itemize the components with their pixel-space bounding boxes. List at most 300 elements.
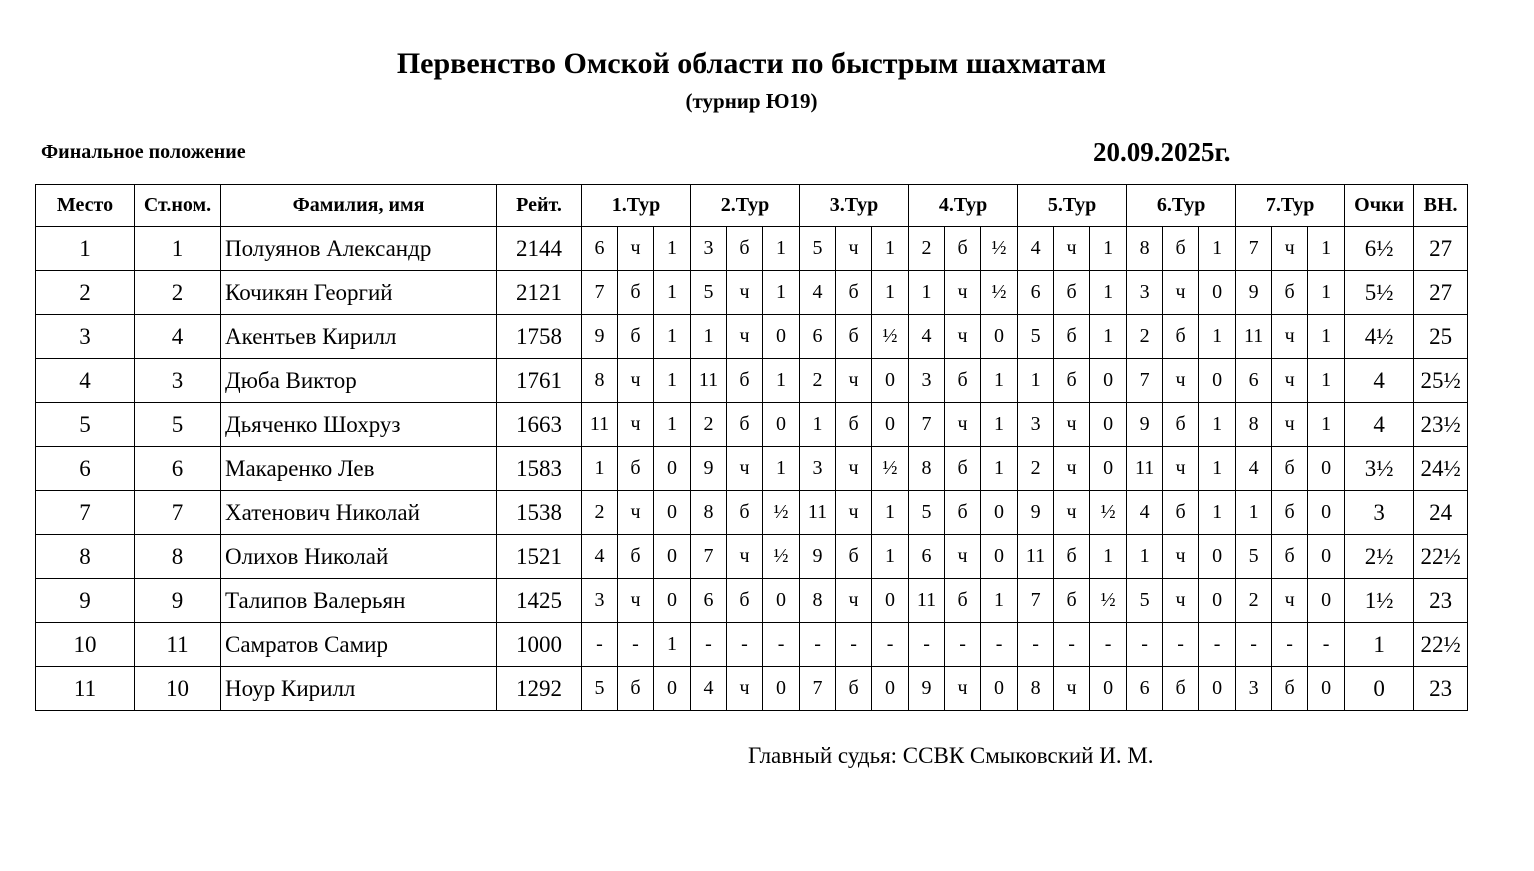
round-opponent-cell: 11	[800, 491, 836, 535]
header-round-7: 7.Тур	[1236, 185, 1345, 227]
round-result-cell: 1	[1199, 403, 1236, 447]
points-cell: 6½	[1345, 227, 1414, 271]
round-opponent-cell: 7	[582, 271, 618, 315]
round-result-cell: 1	[872, 535, 909, 579]
round-color-cell: ч	[618, 491, 654, 535]
place-cell: 4	[36, 359, 135, 403]
round-opponent-cell: 7	[1127, 359, 1163, 403]
round-opponent-cell: 8	[1236, 403, 1272, 447]
round-result-cell: 0	[654, 491, 691, 535]
round-opponent-cell: 5	[800, 227, 836, 271]
round-opponent-cell: 2	[909, 227, 945, 271]
place-cell: 1	[36, 227, 135, 271]
round-result-cell: 1	[654, 315, 691, 359]
round-color-cell: б	[1054, 579, 1090, 623]
buchholz-cell: 23½	[1414, 403, 1468, 447]
round-opponent-cell: 1	[582, 447, 618, 491]
round-opponent-cell: 3	[800, 447, 836, 491]
header-place: Место	[36, 185, 135, 227]
round-result-cell: 0	[872, 667, 909, 711]
round-color-cell: ч	[1163, 579, 1199, 623]
round-result-cell: 0	[763, 667, 800, 711]
round-opponent-cell: 7	[1018, 579, 1054, 623]
table-row	[36, 579, 1468, 623]
header-round-6: 6.Тур	[1127, 185, 1236, 227]
place-cell: 2	[36, 271, 135, 315]
rating-cell: 1583	[497, 447, 582, 491]
round-color-cell: б	[618, 447, 654, 491]
round-color-cell: ч	[1163, 447, 1199, 491]
round-color-cell: б	[1163, 403, 1199, 447]
round-opponent-cell: 7	[909, 403, 945, 447]
round-color-cell: ч	[1272, 579, 1308, 623]
round-color-cell: б	[836, 535, 872, 579]
round-result-cell: 1	[981, 403, 1018, 447]
header-round-5: 5.Тур	[1018, 185, 1127, 227]
buchholz-cell: 22½	[1414, 623, 1468, 667]
buchholz-cell: 24	[1414, 491, 1468, 535]
round-color-cell: б	[1272, 491, 1308, 535]
buchholz-cell: 24½	[1414, 447, 1468, 491]
round-result-cell: 1	[654, 403, 691, 447]
points-cell: 4	[1345, 403, 1414, 447]
round-color-cell: б	[727, 227, 763, 271]
round-result-cell: 1	[1090, 535, 1127, 579]
round-color-cell: -	[945, 623, 981, 667]
round-opponent-cell: 1	[1018, 359, 1054, 403]
player-name-cell: Кочикян Георгий	[221, 271, 497, 315]
round-opponent-cell: 11	[691, 359, 727, 403]
round-color-cell: ч	[727, 315, 763, 359]
points-cell: 1½	[1345, 579, 1414, 623]
round-color-cell: ч	[618, 359, 654, 403]
round-color-cell: -	[1163, 623, 1199, 667]
round-color-cell: б	[1054, 359, 1090, 403]
round-color-cell: б	[836, 271, 872, 315]
round-result-cell: -	[872, 623, 909, 667]
round-result-cell: 0	[1199, 271, 1236, 315]
round-color-cell: б	[727, 579, 763, 623]
buchholz-cell: 25	[1414, 315, 1468, 359]
table-row	[36, 227, 1468, 271]
round-result-cell: 0	[1308, 535, 1345, 579]
round-opponent-cell: 9	[1127, 403, 1163, 447]
round-result-cell: 1	[763, 447, 800, 491]
place-cell: 6	[36, 447, 135, 491]
round-opponent-cell: -	[1018, 623, 1054, 667]
round-color-cell: ч	[1163, 535, 1199, 579]
round-opponent-cell: 5	[1236, 535, 1272, 579]
round-result-cell: ½	[763, 535, 800, 579]
rating-cell: 1758	[497, 315, 582, 359]
round-opponent-cell: 6	[582, 227, 618, 271]
round-color-cell: б	[1272, 535, 1308, 579]
round-opponent-cell: 6	[909, 535, 945, 579]
round-opponent-cell: 4	[1236, 447, 1272, 491]
round-result-cell: 1	[981, 447, 1018, 491]
round-opponent-cell: 1	[909, 271, 945, 315]
round-result-cell: 1	[1199, 447, 1236, 491]
round-result-cell: 0	[872, 359, 909, 403]
round-result-cell: 1	[1090, 227, 1127, 271]
points-cell: 4	[1345, 359, 1414, 403]
round-opponent-cell: 9	[909, 667, 945, 711]
round-opponent-cell: 9	[800, 535, 836, 579]
round-result-cell: ½	[981, 227, 1018, 271]
round-result-cell: 1	[654, 271, 691, 315]
round-color-cell: б	[1272, 667, 1308, 711]
round-color-cell: б	[945, 447, 981, 491]
round-opponent-cell: 6	[1018, 271, 1054, 315]
round-opponent-cell: 1	[691, 315, 727, 359]
tournament-date: 20.09.2025г.	[1093, 137, 1231, 167]
table-row	[36, 491, 1468, 535]
round-opponent-cell: 6	[1236, 359, 1272, 403]
round-color-cell: ч	[1163, 271, 1199, 315]
header-points: Очки	[1345, 185, 1414, 227]
buchholz-cell: 27	[1414, 227, 1468, 271]
place-cell: 7	[36, 491, 135, 535]
round-opponent-cell: 6	[800, 315, 836, 359]
header-round-2: 2.Тур	[691, 185, 800, 227]
buchholz-cell: 27	[1414, 271, 1468, 315]
start-number-cell: 6	[135, 447, 221, 491]
round-color-cell: б	[836, 403, 872, 447]
round-opponent-cell: 3	[1127, 271, 1163, 315]
round-color-cell: б	[1163, 667, 1199, 711]
round-result-cell: 1	[763, 271, 800, 315]
points-cell: 2½	[1345, 535, 1414, 579]
round-result-cell: -	[763, 623, 800, 667]
table-row	[36, 535, 1468, 579]
table-row	[36, 623, 1468, 667]
round-color-cell: ч	[836, 491, 872, 535]
points-cell: 1	[1345, 623, 1414, 667]
round-opponent-cell: 8	[1018, 667, 1054, 711]
round-result-cell: 1	[1308, 359, 1345, 403]
round-color-cell: б	[1163, 227, 1199, 271]
round-color-cell: ч	[945, 667, 981, 711]
round-result-cell: ½	[872, 447, 909, 491]
round-opponent-cell: 9	[1018, 491, 1054, 535]
buchholz-cell: 23	[1414, 667, 1468, 711]
header-row	[36, 185, 1468, 227]
round-opponent-cell: 5	[1127, 579, 1163, 623]
round-color-cell: б	[618, 667, 654, 711]
round-color-cell: б	[945, 227, 981, 271]
rating-cell: 2121	[497, 271, 582, 315]
round-color-cell: -	[1272, 623, 1308, 667]
round-color-cell: -	[836, 623, 872, 667]
round-opponent-cell: 3	[1018, 403, 1054, 447]
round-opponent-cell: 2	[1127, 315, 1163, 359]
round-color-cell: б	[618, 271, 654, 315]
round-color-cell: б	[1163, 315, 1199, 359]
round-color-cell: ч	[618, 227, 654, 271]
round-opponent-cell: 2	[800, 359, 836, 403]
round-result-cell: 0	[981, 491, 1018, 535]
round-color-cell: ч	[945, 315, 981, 359]
round-color-cell: ч	[945, 271, 981, 315]
round-opponent-cell: 6	[1127, 667, 1163, 711]
round-color-cell: б	[1272, 447, 1308, 491]
round-color-cell: ч	[836, 359, 872, 403]
round-result-cell: ½	[763, 491, 800, 535]
place-cell: 8	[36, 535, 135, 579]
round-result-cell: 1	[1308, 403, 1345, 447]
round-opponent-cell: -	[691, 623, 727, 667]
round-result-cell: 0	[654, 579, 691, 623]
start-number-cell: 5	[135, 403, 221, 447]
round-opponent-cell: 1	[1236, 491, 1272, 535]
page-subtitle: (турнир Ю19)	[685, 89, 818, 113]
player-name-cell: Полуянов Александр	[221, 227, 497, 271]
buchholz-cell: 23	[1414, 579, 1468, 623]
header-round-1: 1.Тур	[582, 185, 691, 227]
round-result-cell: -	[1090, 623, 1127, 667]
round-result-cell: 0	[654, 447, 691, 491]
table-row	[36, 447, 1468, 491]
round-opponent-cell: 8	[800, 579, 836, 623]
round-color-cell: б	[727, 359, 763, 403]
round-opponent-cell: 4	[1127, 491, 1163, 535]
round-color-cell: б	[1054, 271, 1090, 315]
round-result-cell: 1	[763, 227, 800, 271]
round-opponent-cell: -	[800, 623, 836, 667]
player-name-cell: Талипов Валерьян	[221, 579, 497, 623]
round-opponent-cell: 7	[1236, 227, 1272, 271]
round-opponent-cell: 11	[1018, 535, 1054, 579]
points-cell: 4½	[1345, 315, 1414, 359]
start-number-cell: 9	[135, 579, 221, 623]
round-result-cell: 1	[1308, 315, 1345, 359]
round-color-cell: ч	[1272, 403, 1308, 447]
round-color-cell: б	[945, 359, 981, 403]
rating-cell: 1425	[497, 579, 582, 623]
round-color-cell: ч	[618, 579, 654, 623]
round-color-cell: ч	[618, 403, 654, 447]
round-result-cell: 0	[981, 535, 1018, 579]
round-color-cell: ч	[1054, 403, 1090, 447]
round-opponent-cell: 9	[1236, 271, 1272, 315]
round-result-cell: 1	[1199, 491, 1236, 535]
player-name-cell: Олихов Николай	[221, 535, 497, 579]
rating-cell: 1521	[497, 535, 582, 579]
points-cell: 3	[1345, 491, 1414, 535]
round-result-cell: 1	[1090, 315, 1127, 359]
place-cell: 3	[36, 315, 135, 359]
round-result-cell: 0	[654, 667, 691, 711]
buchholz-cell: 25½	[1414, 359, 1468, 403]
round-color-cell: б	[1272, 271, 1308, 315]
round-opponent-cell: 5	[582, 667, 618, 711]
round-result-cell: 1	[654, 623, 691, 667]
round-result-cell: 0	[1090, 667, 1127, 711]
round-result-cell: -	[981, 623, 1018, 667]
page-title: Первенство Омской области по быстрым шахматам	[396, 47, 1107, 80]
table-header	[36, 185, 1468, 227]
round-opponent-cell: 7	[800, 667, 836, 711]
round-opponent-cell: 7	[691, 535, 727, 579]
round-result-cell: 1	[872, 491, 909, 535]
round-color-cell: б	[1163, 491, 1199, 535]
round-color-cell: ч	[1054, 227, 1090, 271]
round-color-cell: -	[727, 623, 763, 667]
round-opponent-cell: 5	[909, 491, 945, 535]
round-opponent-cell: 4	[1018, 227, 1054, 271]
round-opponent-cell: 5	[691, 271, 727, 315]
start-number-cell: 1	[135, 227, 221, 271]
round-result-cell: 0	[1199, 667, 1236, 711]
round-result-cell: 1	[1308, 271, 1345, 315]
round-opponent-cell: 2	[1236, 579, 1272, 623]
buchholz-cell: 22½	[1414, 535, 1468, 579]
player-name-cell: Дьяченко Шохруз	[221, 403, 497, 447]
round-opponent-cell: 4	[909, 315, 945, 359]
round-result-cell: 0	[1308, 579, 1345, 623]
round-opponent-cell: 11	[1127, 447, 1163, 491]
header-buchholz: ВН.	[1414, 185, 1468, 227]
round-result-cell: -	[1308, 623, 1345, 667]
table-row	[36, 271, 1468, 315]
round-color-cell: б	[945, 491, 981, 535]
round-opponent-cell: 3	[1236, 667, 1272, 711]
round-result-cell: 0	[763, 403, 800, 447]
round-opponent-cell: 1	[800, 403, 836, 447]
round-result-cell: 1	[763, 359, 800, 403]
place-cell: 9	[36, 579, 135, 623]
start-number-cell: 2	[135, 271, 221, 315]
round-opponent-cell: 3	[909, 359, 945, 403]
table-row	[36, 315, 1468, 359]
round-result-cell: ½	[981, 271, 1018, 315]
round-result-cell: ½	[1090, 579, 1127, 623]
round-color-cell: ч	[945, 535, 981, 579]
round-color-cell: б	[1054, 535, 1090, 579]
round-result-cell: 0	[1308, 667, 1345, 711]
round-result-cell: -	[1199, 623, 1236, 667]
round-result-cell: 0	[763, 579, 800, 623]
start-number-cell: 8	[135, 535, 221, 579]
round-result-cell: 0	[1199, 535, 1236, 579]
chief-judge: Главный судья: ССВК Смыковский И. М.	[748, 743, 1154, 768]
rating-cell: 1000	[497, 623, 582, 667]
rating-cell: 1292	[497, 667, 582, 711]
header-name: Фамилия, имя	[221, 185, 497, 227]
points-cell: 3½	[1345, 447, 1414, 491]
round-result-cell: 1	[654, 359, 691, 403]
round-opponent-cell: 11	[582, 403, 618, 447]
round-result-cell: 0	[1308, 491, 1345, 535]
round-result-cell: 0	[763, 315, 800, 359]
round-opponent-cell: 4	[582, 535, 618, 579]
table-row	[36, 667, 1468, 711]
round-result-cell: 1	[1090, 271, 1127, 315]
round-color-cell: ч	[727, 271, 763, 315]
player-name-cell: Самратов Самир	[221, 623, 497, 667]
place-cell: 5	[36, 403, 135, 447]
player-name-cell: Акентьев Кирилл	[221, 315, 497, 359]
round-color-cell: б	[836, 315, 872, 359]
standings-table	[35, 184, 1468, 711]
points-cell: 0	[1345, 667, 1414, 711]
round-opponent-cell: 3	[691, 227, 727, 271]
table-row	[36, 359, 1468, 403]
round-opponent-cell: 11	[1236, 315, 1272, 359]
round-color-cell: ч	[727, 667, 763, 711]
round-opponent-cell: -	[582, 623, 618, 667]
round-result-cell: 0	[872, 579, 909, 623]
round-color-cell: ч	[1054, 667, 1090, 711]
round-result-cell: 0	[1090, 447, 1127, 491]
round-opponent-cell: -	[1127, 623, 1163, 667]
player-name-cell: Макаренко Лев	[221, 447, 497, 491]
round-opponent-cell: 9	[582, 315, 618, 359]
round-color-cell: б	[618, 535, 654, 579]
round-color-cell: ч	[1054, 491, 1090, 535]
round-opponent-cell: -	[909, 623, 945, 667]
round-color-cell: -	[1054, 623, 1090, 667]
round-result-cell: 1	[872, 227, 909, 271]
round-opponent-cell: -	[1236, 623, 1272, 667]
round-opponent-cell: 2	[1018, 447, 1054, 491]
start-number-cell: 11	[135, 623, 221, 667]
round-color-cell: ч	[945, 403, 981, 447]
round-result-cell: 0	[981, 315, 1018, 359]
start-number-cell: 10	[135, 667, 221, 711]
round-opponent-cell: 5	[1018, 315, 1054, 359]
round-opponent-cell: 1	[1127, 535, 1163, 579]
round-result-cell: 1	[1199, 227, 1236, 271]
round-opponent-cell: 8	[909, 447, 945, 491]
round-color-cell: б	[727, 403, 763, 447]
round-result-cell: 1	[981, 579, 1018, 623]
start-number-cell: 3	[135, 359, 221, 403]
round-result-cell: 0	[872, 403, 909, 447]
round-color-cell: б	[945, 579, 981, 623]
round-result-cell: ½	[1090, 491, 1127, 535]
place-cell: 10	[36, 623, 135, 667]
round-result-cell: 0	[654, 535, 691, 579]
final-standings-label: Финальное положение	[41, 141, 246, 163]
player-name-cell: Дюба Виктор	[221, 359, 497, 403]
round-color-cell: ч	[727, 447, 763, 491]
rating-cell: 1663	[497, 403, 582, 447]
round-result-cell: 0	[981, 667, 1018, 711]
round-opponent-cell: 6	[691, 579, 727, 623]
round-color-cell: б	[618, 315, 654, 359]
round-color-cell: ч	[727, 535, 763, 579]
start-number-cell: 7	[135, 491, 221, 535]
header-round-3: 3.Тур	[800, 185, 909, 227]
round-color-cell: ч	[1272, 359, 1308, 403]
round-opponent-cell: 8	[582, 359, 618, 403]
round-result-cell: 0	[1090, 359, 1127, 403]
rating-cell: 2144	[497, 227, 582, 271]
player-name-cell: Хатенович Николай	[221, 491, 497, 535]
round-color-cell: ч	[1163, 359, 1199, 403]
table-row	[36, 403, 1468, 447]
round-color-cell: б	[727, 491, 763, 535]
table-body	[36, 227, 1468, 711]
points-cell: 5½	[1345, 271, 1414, 315]
round-color-cell: -	[618, 623, 654, 667]
round-opponent-cell: 8	[691, 491, 727, 535]
header-round-4: 4.Тур	[909, 185, 1018, 227]
round-opponent-cell: 11	[909, 579, 945, 623]
round-result-cell: 0	[1199, 359, 1236, 403]
start-number-cell: 4	[135, 315, 221, 359]
